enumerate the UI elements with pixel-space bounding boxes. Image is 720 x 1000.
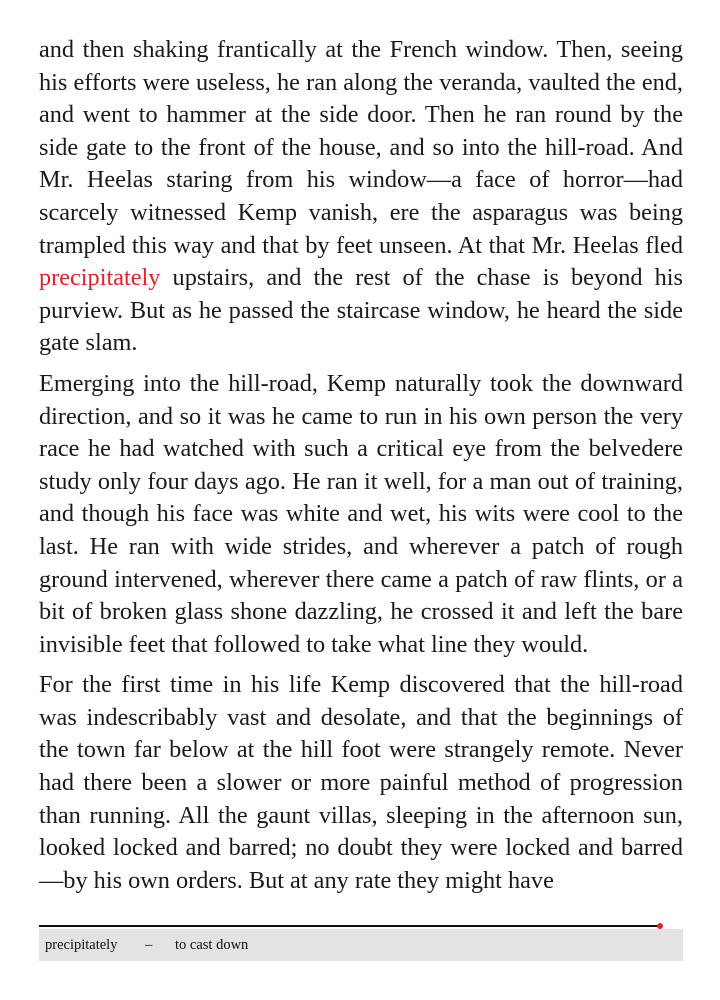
paragraph-3: For the first time in his life Kemp discovered that the hill-road was indescribably vast and desolate, and that the beginnings of the town far below at the hill foot were strangely remote. Never had there been a slower or more painful method of progression than running. All the gaunt villas, sleeping in the afternoon sun, looked locked and barred; no doubt they were locked and barred—by his own orders. But at any rate they might have [39,671,683,894]
highlighted-word[interactable]: precipitately [39,264,161,292]
glossary-definition: to cast down [175,937,249,953]
glossary-term: precipitately [45,937,118,953]
paragraph-1-text-before: and then shaking frantically at the French window. Then, seeing his efforts were useless, he ran along the veranda, vaulted the end, and went to hammer at the side door. Then he ran round by the side gate to the front of the house, and so into the hill-road. And Mr. Heelas staring from his window—a face of horror—had scarcely witnessed Kemp vanish, ere the asparagus was being trampled this way and that by feet unseen. At that Mr. Heelas fled [39,36,683,259]
glossary-separator: – [145,937,153,953]
paragraph-1-text-after: upstairs, and the rest of the chase is beyond his purview. But as he passed the staircase window, he heard the side gate slam. [39,264,683,357]
glossary-bar [39,929,683,961]
page-body [39,34,683,905]
paragraph-1 [39,34,683,360]
paragraph-2: Emerging into the hill-road, Kemp naturally took the downward direction, and so it was he came to run in his own person the very race he had watched with such a critical eye from the belvedere study only four days ago. He ran it well, for a man out of training, and though his face was white and wet, his wits were cool to the last. He ran with wide strides, and wherever a patch of rough ground intervened, wherever there came a patch of raw flints, or a bit of broken glass shone dazzling, he crossed it and left the bare invisible feet that followed to take what line they would. [39,369,683,658]
reading-progress-rule [39,925,660,927]
